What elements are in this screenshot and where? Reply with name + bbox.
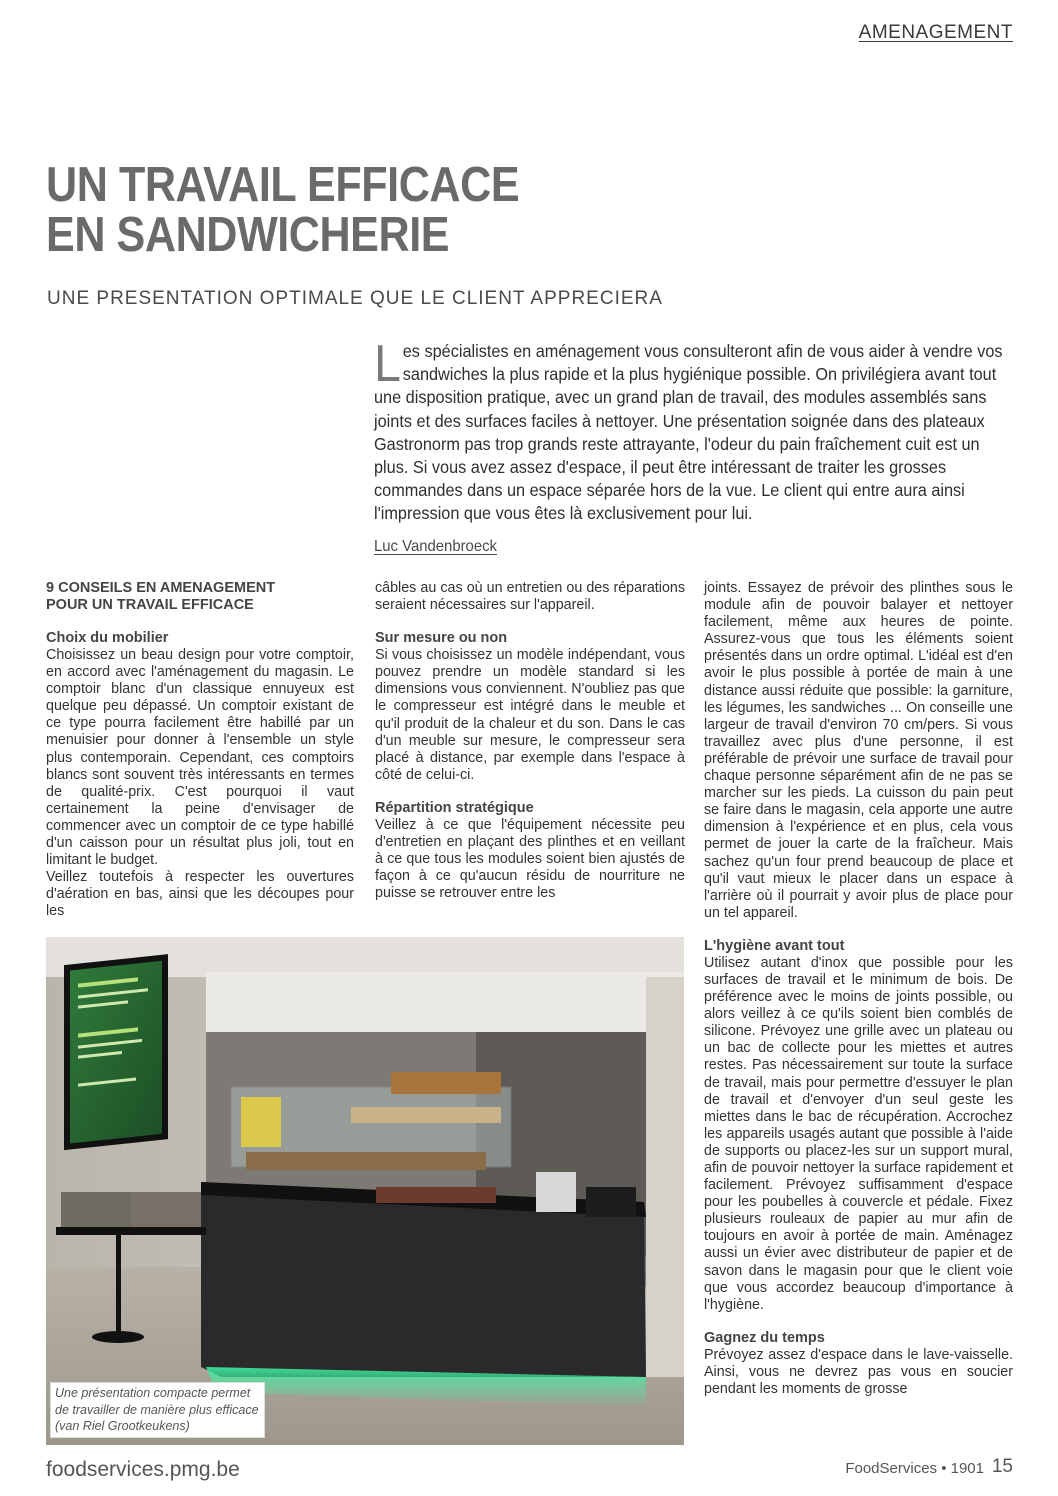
paragraph-sur-mesure: Si vous choisissez un modèle indépendant, vous pouvez prendre un modèle standard si les dimensions vous conviennent. N'oubliez pas que le compresseur est intégré dans le meuble et qu'il produit de la chaleur et du son. Dans le cas d'un meuble sur mesure, le compresseur sera placé à distance, par exemple dans l'espace à côté de celui-ci. [375, 647, 685, 783]
subheading-temps: Gagnez du temps [704, 1329, 825, 1346]
subheading-repartition: Répartition stratégique [375, 799, 534, 816]
article-title [46, 160, 519, 260]
paragraph-temps: Prévoyez assez d'espace dans le lave-vaisselle. Ainsi, vous ne devrez pas vous en soucier pendant les moments de grosse [704, 1346, 1013, 1398]
subheading-sur-mesure: Sur mesure ou non [375, 630, 508, 647]
tips-heading: 9 CONSEILS EN AMENAGEMENT POUR UN TRAVAIL EFFICACE [46, 580, 276, 613]
photo-caption: Une présentation compacte permet de travailler de manière plus efficace (van Riel Grootkeukens) [50, 1382, 265, 1438]
paragraph-hygiene: Utilisez autant d'inox que possible pour les surfaces de travail et le minimum de bois. De préférence avec le moins de joints possible, ou alors veillez à ce qu'ils soient bien comblés de silicone. Prévoyez une grille avec un plateau ou un bac de collecte pour les miettes et autres restes. Pas nécessairement sur toute la surface de travail, mais pour permettre d'essuyer le plan de travail et d'envoyer d'un seul geste les miettes dans le bac de récupération. Accrochez les appareils usagés autant que possible à l'aide de supports ou placez-les sur un support mural, afin de pouvoir nettoyer la surface rapidement et facilement. Prévoyez suffisamment d'espace pour les poubelles à couvercle et pédale. Fixez plusieurs rouleaux de papier au mur afin de toujours en avoir à portée de main. Aménagez aussi un évier avec distributeur de papier et de savon dans le magasin pour que le client voie que vous accordez beaucoup d'importance à l'hygiène. [704, 954, 1013, 1313]
author-byline: Luc Vandenbroeck [374, 538, 497, 555]
subheading-hygiene: L'hygiène avant tout [704, 937, 845, 954]
column-3 [704, 580, 1013, 1398]
column-2 [375, 580, 685, 902]
paragraph-mobilier: Choisissez un beau design pour votre comptoir, en accord avec l'aménagement du magasin. Le comptoir blanc d'un classique ennuyeux est quelque peu dépassé. Un comptoir existant de ce type pourra facilement être habillé par un menuisier pour donner à l'ensemble un style plus contemporain. Cependant, ces comptoirs blancs sont souvent très intéressants en termes de qualité-prix. C'est pourquoi il vaut certainement la peine d'envisager de commencer avec un comptoir de ce type habillé d'un caisson pour un résultat plus joli, tout en limitant le budget. [46, 647, 354, 869]
subheading-mobilier: Choix du mobilier [46, 630, 169, 646]
drop-cap: L [374, 335, 401, 393]
column-1 [46, 580, 354, 921]
article-subtitle: UNE PRESENTATION OPTIMALE QUE LE CLIENT APPRECIERA [47, 288, 663, 309]
section-tag: AMENAGEMENT [858, 22, 1013, 43]
paragraph-repartition: Veillez à ce que l'équipement nécessite peu d'entretien en plaçant des plinthes et en veillant à ce que tous les modules soient bien ajustés de façon à ce qu'aucun résidu de nourriture ne puisse se retrouver entre les [375, 816, 685, 902]
paragraph-cables: câbles au cas où un entretien ou des réparations seraient nécessaires sur l'appareil. [375, 580, 685, 614]
footer-url[interactable]: foodservices.pmg.be [46, 1458, 240, 1481]
lead-paragraph [374, 335, 1014, 526]
sandwich-counter-photo [46, 937, 684, 1445]
photo-illustration [46, 937, 684, 1445]
footer-issue: FoodServices • 1901 [845, 1460, 984, 1477]
paragraph-joints: joints. Essayez de prévoir des plinthes sous le module afin de pouvoir balayer et nettoyer facilement, même aux heures de pointe. Assurez-vous que tous les éléments soient présentés dans un ordre optimal. L'idéal est d'en avoir le plus possible à portée de main à une distance aussi réduite que possible: la garniture, les légumes, les sandwiches ... On conseille une largeur de travail d'environ 70 cm/pers. Si vous travaillez avec plus d'une personne, il est préférable de prévoir une surface de travail pour chaque personne séparément afin de ne pas se marcher sur les pieds. La cuisson du pain peut se faire dans le magasin, cela apporte une autre dimension à l'expérience et en plus, cela vous permet de jouer la carte de la fraîcheur. Mais sachez qu'un four prend beaucoup de place et qu'il vaut mieux le placer dans un espace à l'arrière où il pourrait y avoir plus de place pour un tel appareil. [704, 580, 1013, 921]
title-line-1: UN TRAVAIL EFFICACE [46, 158, 520, 212]
lead-text: es spécialistes en aménagement vous consulteront afin de vous aider à vendre vos sandwiches la plus rapide et la plus hygiénique possible. On privilégiera avant tout une disposition pratique, avec un grand plan de travail, des modules assemblés sans joints et des surfaces faciles à nettoyer. Une présentation soignée dans des plateaux Gastronorm pas trop grands reste attrayante, l'odeur du pain fraîchement cuit est un plus. Si vous avez assez d'espace, il peut être intéressant de traiter les grosses commandes dans un espace séparée hors de la vue. Le client qui entre aura ainsi l'impression que vous êtes là exclusivement pour lui. [374, 341, 1003, 524]
paragraph-aeration: Veillez toutefois à respecter les ouvertures d'aération en bas, ainsi que les découpes pour les [46, 869, 354, 920]
page-number: 15 [991, 1456, 1013, 1477]
title-line-2: EN SANDWICHERIE [46, 208, 450, 262]
